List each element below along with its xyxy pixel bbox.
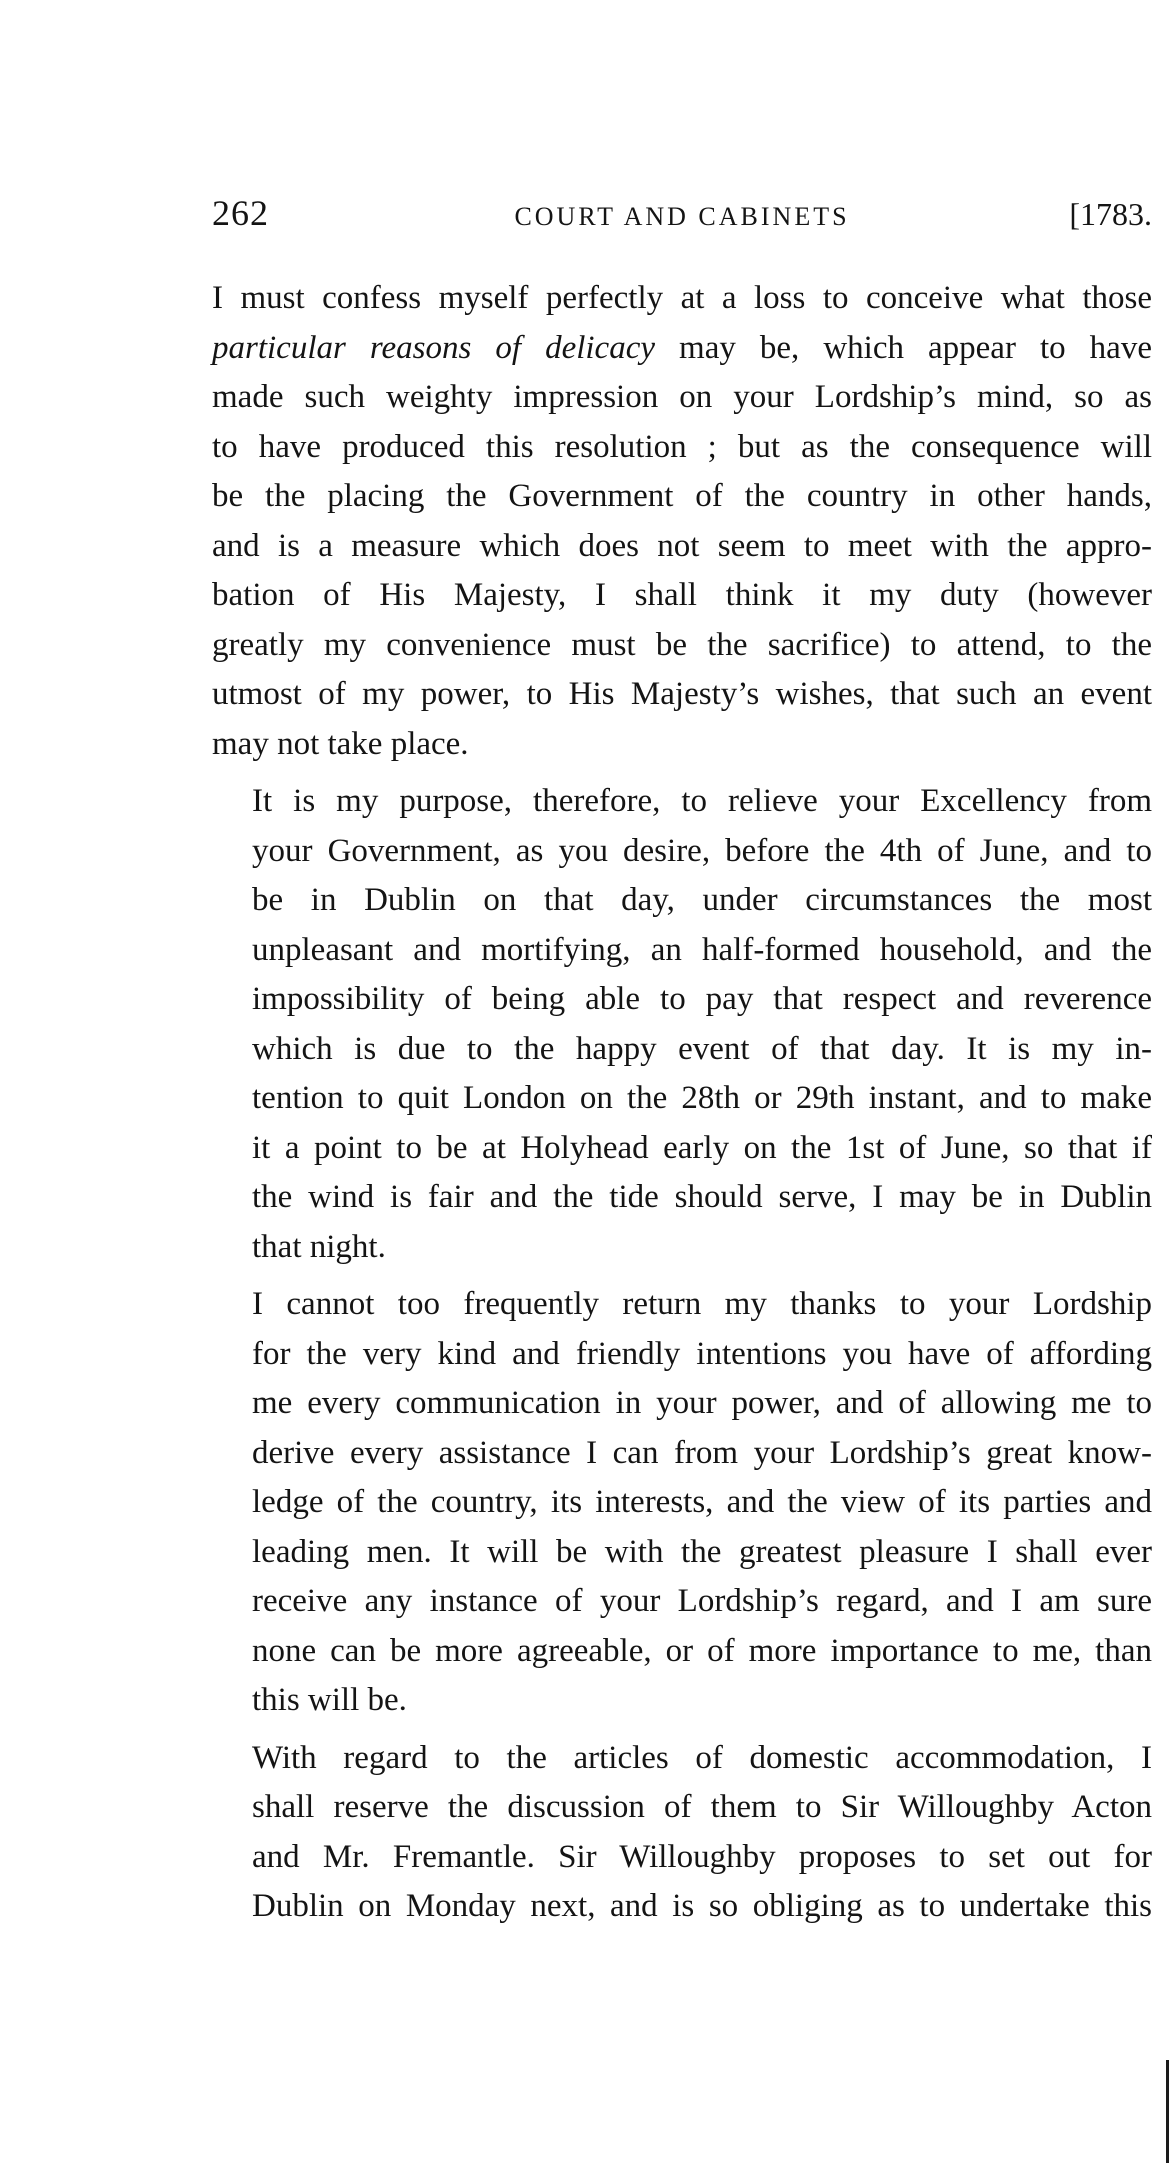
text-line: shall reserve the discussion of them to Sir Willoughby Acton xyxy=(252,1789,1152,1825)
text-line: none can be more agreeable, or of more importance to me, than xyxy=(252,1632,1152,1669)
paragraph-1 xyxy=(212,274,1152,769)
text-line: derive every assistance I can from your Lordship’s great know- xyxy=(252,1434,1152,1471)
text-line: this will be. xyxy=(252,1682,407,1718)
text-line: me every communication in your power, and of allowing me to xyxy=(252,1385,1152,1421)
page-number: 262 xyxy=(212,193,269,233)
text-line: the wind is fair and the tide should serve, I may be in Dublin xyxy=(252,1179,1152,1215)
body-text xyxy=(212,274,1152,1932)
running-head xyxy=(212,192,1152,242)
paragraph-2 xyxy=(212,777,1152,1272)
paragraph-4 xyxy=(212,1734,1152,1932)
text-line xyxy=(212,324,1152,374)
text-line: to have produced this resolution ; but as the consequence will xyxy=(212,428,1152,465)
text-line: ledge of the country, its interests, and the view of its parties and xyxy=(252,1484,1152,1520)
text-line: for the very kind and friendly intentions you have of affording xyxy=(252,1335,1152,1372)
text-line: and is a measure which does not seem to meet with the appro- xyxy=(212,527,1152,564)
text-line: be in Dublin on that day, under circumstances the most xyxy=(252,882,1152,918)
text-line: your Government, as you desire, before the 4th of June, and to xyxy=(252,832,1152,869)
italic-phrase: particular reasons of delicacy xyxy=(212,329,655,366)
text-line: Dublin on Monday next, and is so obliging as to undertake this xyxy=(252,1888,1152,1924)
text-line: It is my purpose, therefore, to relieve your Excellency from xyxy=(252,783,1152,819)
text-line: be the placing the Government of the country in other hands, xyxy=(212,478,1152,514)
text-line: greatly my convenience must be the sacrifice) to attend, to the xyxy=(212,626,1152,663)
text-line: tention to quit London on the 28th or 29th instant, and to make xyxy=(252,1080,1152,1116)
running-year: [1783. xyxy=(1069,196,1152,232)
text-line: impossibility of being able to pay that respect and reverence xyxy=(252,981,1152,1017)
text-line: it a point to be at Holyhead early on the 1st of June, so that if xyxy=(252,1129,1152,1166)
text-line: utmost of my power, to His Majesty’s wishes, that such an event xyxy=(212,676,1152,712)
text-line: which is due to the happy event of that day. It is my in- xyxy=(252,1030,1152,1067)
text-line: that night. xyxy=(252,1228,386,1265)
text-line: With regard to the articles of domestic accommodation, I xyxy=(252,1739,1152,1776)
text-line: I must confess myself perfectly at a loss to conceive what those xyxy=(212,280,1152,316)
text-line: and Mr. Fremantle. Sir Willoughby proposes to set out for xyxy=(252,1838,1152,1875)
text-line: receive any instance of your Lordship’s regard, and I am sure xyxy=(252,1583,1152,1619)
running-title: COURT AND CABINETS xyxy=(514,202,850,231)
text-line: may not take place. xyxy=(212,725,469,762)
text-line: bation of His Majesty, I shall think it my duty (however xyxy=(212,577,1152,613)
paragraph-3 xyxy=(212,1280,1152,1726)
page-edge-mark xyxy=(1166,2060,1169,2163)
text-line: I cannot too frequently return my thanks to your Lordship xyxy=(252,1286,1152,1322)
text-line: unpleasant and mortifying, an half-formed household, and the xyxy=(252,931,1152,968)
text-line: made such weighty impression on your Lordship’s mind, so as xyxy=(212,379,1152,415)
text-line: leading men. It will be with the greatest pleasure I shall ever xyxy=(252,1533,1152,1570)
text-line-rest: may be, which appear to have xyxy=(655,329,1152,366)
